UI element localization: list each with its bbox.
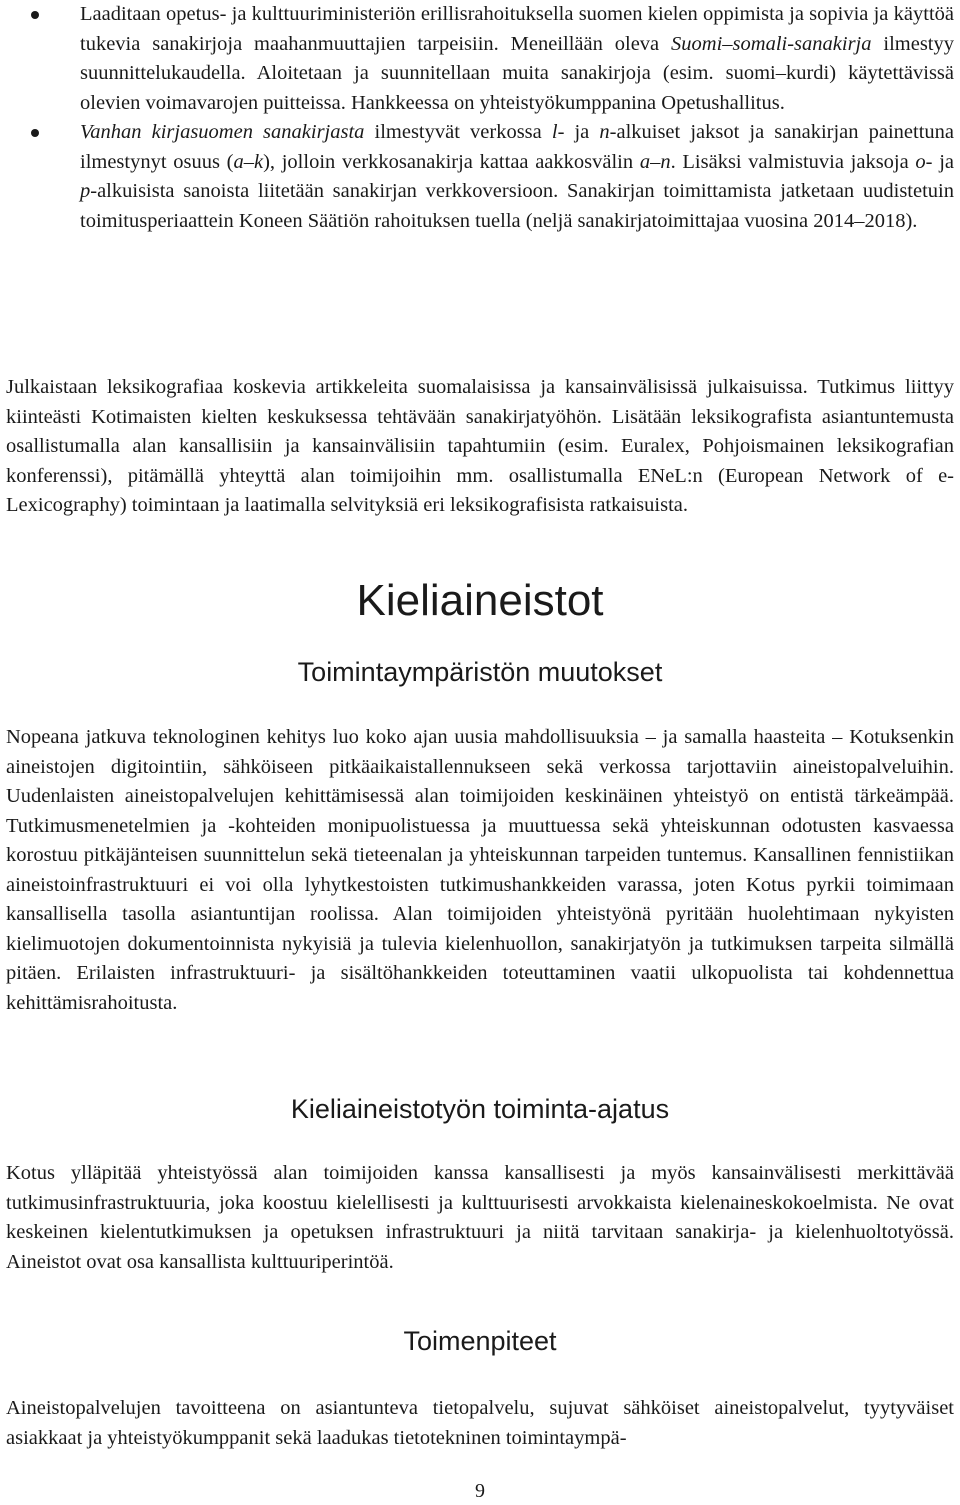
- paragraph-environment: Nopeana jatkuva teknologinen kehitys luo koko ajan uusia mahdollisuuksia – ja samalla haasteita – Kotuksenkin aineistojen digitointiin, sähköiseen pitkäaikaistallennukseen sekä verkossa tarjottaviin aineistopalveluihin. Uudenlaisten aineistopalvelujen kehittämisessä alan toimijoiden keskinäinen yhteistyö on entistä tärkeämpää. Tutkimusmenetelmien ja -kohteiden monipuolistuessa ja muuttuessa sekä yhteiskunnan odotusten kasvaessa korostuu pitkäjänteisen suunnittelun sekä tieteenalan ja yhteiskunnan tarpeiden tuntemus. Kansallinen fennistiikan aineistoinfrastruktuuri ei voi olla lyhytkestoisten tutkimushankkeiden varassa, joten Kotus pyrkii toimimaan kansallisella tasolla asiantuntijan roolissa. Alan toimijoiden yhteistyönä pyritään huolehtimaan nykyisten kielimuotojen dokumentoinnista nykyisiä ja tulevia kielenhuollon, sanakirjatyön ja tutkimuksen tarpeita silmällä pitäen. Erilaisten infrastruktuuri- ja sisältöhankkeiden toteuttaminen vaatii ulkopuolista tai kohdennettua kehittämisrahoitusta.: [6, 726, 954, 1014]
- italic-text: Suomi–somali-sanakirja: [671, 32, 872, 55]
- subheading-toiminta-ajatus: Kieliaineistotyön toiminta-ajatus: [290, 1094, 670, 1124]
- text-run: -alkuisista sanoista liitetään sanakirjan verkkoversioon. Sanakirjan toimittamista jatketaan uudistetuin toimitusperiaattein Koneen Säätiön rahoituksen tuella (neljä sanakirjatoimittajaa vuosina 2014–2018).: [80, 180, 954, 232]
- text-run: ilmestyvät verkossa: [364, 121, 552, 143]
- section-heading-kieliaineistot: Kieliaineistot: [356, 576, 604, 625]
- text-run: - ja: [925, 150, 954, 173]
- italic-text: a–n: [639, 150, 671, 173]
- text-run: . Lisäksi valmistuvia jaksoja: [670, 150, 916, 173]
- subheading-toimenpiteet: Toimenpiteet: [403, 1326, 557, 1356]
- text-run: - ja: [557, 121, 600, 143]
- italic-text: a–k: [233, 150, 264, 173]
- page-number: 9: [475, 1480, 485, 1502]
- italic-text: p: [80, 180, 91, 202]
- bullet-text: [80, 3, 954, 114]
- bullet-list: [0, 0, 960, 236]
- subheading-toimintaymparisto: Toimintaympäristön muutokset: [297, 657, 663, 687]
- bullet-item: [0, 0, 960, 118]
- text-run: -alkuiset jaksot ja sanakirjan painettuna ilmestynyt osuus (: [80, 121, 955, 173]
- text-run: Laaditaan opetus- ja kulttuuriministeriön erillisrahoituksella suomen kielen oppimista ja sopivia ja käyttöä tukevia sanakirjoja maahanmuuttajien tarpeisiin. Meneillään oleva: [80, 3, 954, 55]
- italic-text: o: [915, 150, 926, 173]
- text-run: ilmestyy suunnittelukaudella. Aloitetaan ja suunnitellaan muita sanakirjoja (esim. suomi–kurdi) käytettävissä olevien voimavarojen puitteissa. Hankkeessa on yhteistyökumppanina Opetushallitus.: [80, 32, 954, 114]
- bullet-icon: [31, 129, 39, 137]
- paragraph-measures: Aineistopalvelujen tavoitteena on asiantunteva tietopalvelu, sujuvat sähköiset aineistopalvelut, tyytyväiset asiakkaat ja yhteistyökumppanit sekä laadukas tietotekninen toimintaympä-: [6, 1397, 954, 1449]
- bullet-icon: [31, 11, 39, 19]
- paragraph-lexicography: Julkaistaan leksikografiaa koskevia artikkeleita suomalaisissa ja kansainvälisissä julkaisuissa. Tutkimus liittyy kiinteästi Kotimaisten kielten keskuksessa tehtävään sanakirjatyöhön. Lisätään leksikografista asiantuntemusta osallistumalla alan kansallisiin ja kansainvälisiin tapahtumiin (esim. Euralex, Pohjoismainen leksikografian konferenssi), pitämällä yhteyttä alan toimijoihin mm. osallistumalla ENeL:n (European Network of e-Lexicography) toimintaan ja laatimalla selvityksiä eri leksikografisista ratkaisuista.: [6, 376, 954, 516]
- italic-text: Vanhan kirjasuomen sanakirjasta: [80, 121, 365, 143]
- italic-text: l: [551, 121, 558, 143]
- text-run: ), jolloin verkkosanakirja kattaa aakkosvälin: [263, 150, 640, 173]
- italic-text: n: [599, 121, 610, 143]
- bullet-item: [0, 118, 960, 236]
- bullet-text: [80, 121, 954, 232]
- paragraph-mission: Kotus ylläpitää yhteistyössä alan toimijoiden kanssa kansallisesti ja myös kansainvälisesti merkittävää tutkimusinfrastruktuuria, joka koostuu kielellisesti ja kulttuurisesti arvokkaista kielenaineskokoelmista. Ne ovat keskeinen kielentutkimuksen ja opetuksen infrastruktuuri ja niitä tarvitaan sanakirja- ja kielenhuoltotyössä. Aineistot ovat osa kansallista kulttuuriperintöä.: [6, 1162, 954, 1273]
